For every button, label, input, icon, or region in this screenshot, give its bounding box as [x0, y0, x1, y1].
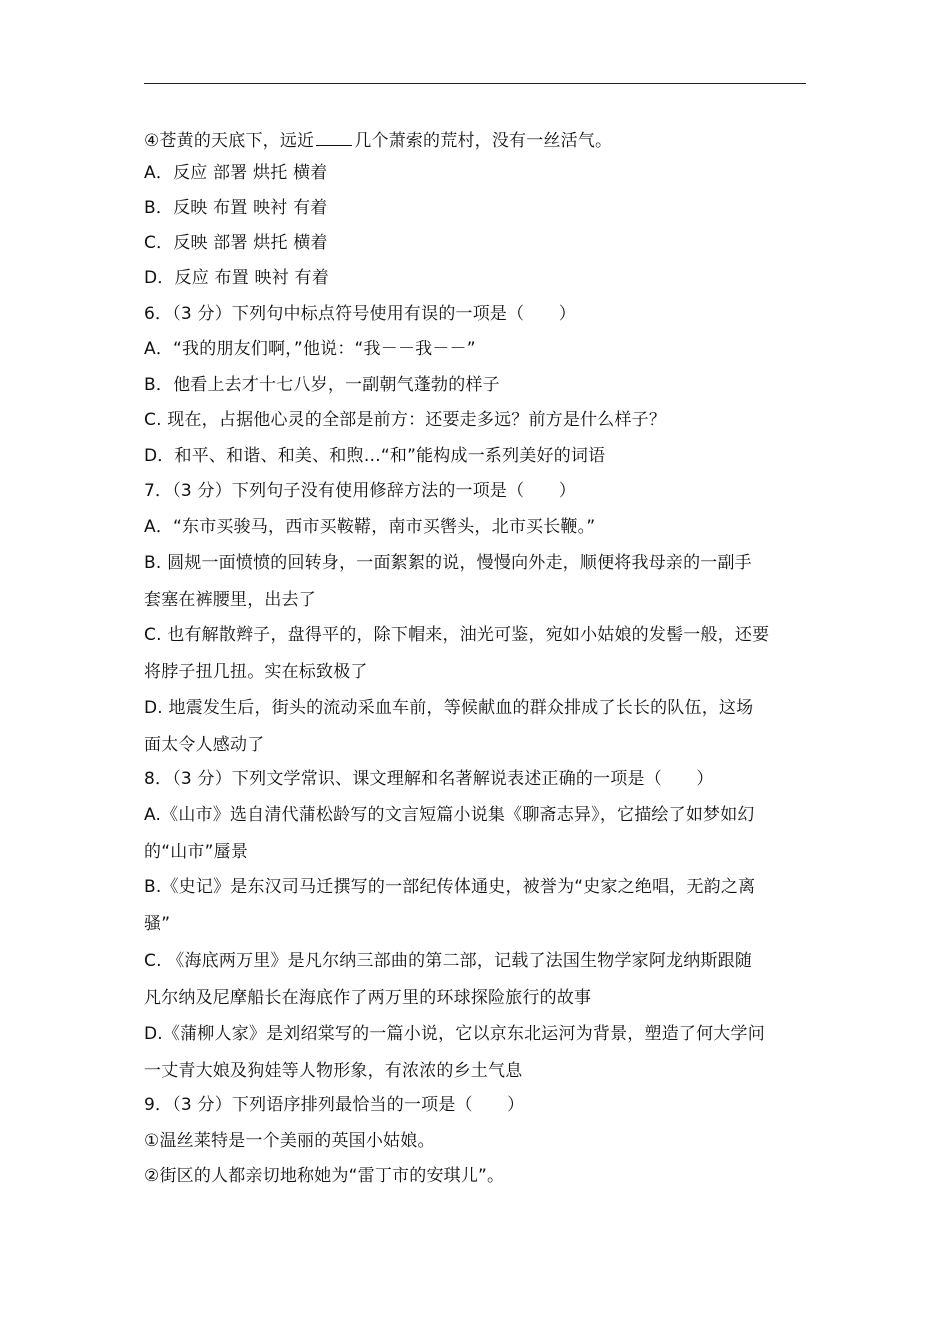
q8-line: D.《蒲柳人家》是刘绍棠写的一篇小说，它以京东北运河为背景，塑造了何大学问: [144, 1024, 765, 1044]
q6-option-d: D．和平、和谐、和美、和煦…“和”能构成一系列美好的词语: [144, 446, 606, 466]
q8-line: B.《史记》是东汉司马迁撰写的一部纪传体通史，被誉为“史家之绝唱，无韵之离: [144, 877, 756, 897]
q9-line: ②街区的人都亲切地称她为“雷丁市的安琪儿”。: [144, 1166, 505, 1186]
q7-line: 面太令人感动了: [144, 735, 265, 755]
q9-stem: 9．（3 分）下列语序排列最恰当的一项是（ ）: [144, 1095, 525, 1115]
q8-line: 凡尔纳及尼摩船长在海底作了两万里的环球探险旅行的故事: [144, 988, 592, 1008]
q8-line: 的“山市”蜃景: [144, 842, 249, 862]
q5-item-4-after: 几个萧索的荒村，没有一丝活气。: [354, 131, 613, 151]
q7-line: A．“东市买骏马，西市买鞍鞯，南市买辔头，北市买长鞭。”: [144, 517, 596, 537]
q8-line: 一丈青大娘及狗娃等人物形象，有浓浓的乡土气息: [144, 1061, 523, 1081]
q7-stem: 7．（3 分）下列句子没有使用修辞方法的一项是（ ）: [144, 481, 576, 501]
q5-option-d: D．反应 布置 映衬 有着: [144, 268, 329, 288]
q7-line: B. 圆规一面愤愤的回转身，一面絮絮的说，慢慢向外走，顺便将我母亲的一副手: [144, 553, 752, 573]
q7-line: D. 地震发生后，街头的流动采血车前，等候献血的群众排成了长长的队伍，这场: [144, 698, 754, 718]
q9-line: ①温丝莱特是一个美丽的英国小姑娘。: [144, 1131, 435, 1151]
q8-line: 骚”: [144, 914, 171, 934]
q5-item-4-before: ④苍黄的天底下，远近: [144, 131, 315, 151]
q6-option-b: B．他看上去才十七八岁，一副朝气蓬勃的样子: [144, 375, 500, 395]
q7-line: 套塞在裤腰里，出去了: [144, 590, 316, 610]
q8-stem: 8．（3 分）下列文学常识、课文理解和名著解说表述正确的一项是（ ）: [144, 769, 714, 789]
q5-item-4: [144, 128, 809, 151]
q8-line: A.《山市》选自清代蒲松龄写的文言短篇小说集《聊斋志异》，它描绘了如梦如幻: [144, 805, 755, 825]
q5-option-a: A．反应 部署 烘托 横着: [144, 163, 328, 183]
q6-option-c: C. 现在，占据他心灵的全部是前方：还要走多远？前方是什么样子？: [144, 410, 667, 430]
q5-option-c: C．反映 部署 烘托 横着: [144, 233, 328, 253]
q5-option-b: B．反映 布置 映衬 有着: [144, 198, 328, 218]
q6-option-a: A．“我的朋友们啊，”他说：“我－－我－－”: [144, 339, 476, 359]
fill-in-blank: [316, 128, 352, 146]
q6-stem: 6．（3 分）下列句中标点符号使用有误的一项是（ ）: [144, 304, 576, 324]
q7-line: 将脖子扭几扭。实在标致极了: [144, 662, 368, 682]
header-rule: [144, 83, 806, 84]
q8-line: C. 《海底两万里》是凡尔纳三部曲的第二部，记载了法国生物学家阿龙纳斯跟随: [144, 951, 753, 971]
q7-line: C. 也有解散辫子，盘得平的，除下帽来，油光可鉴，宛如小姑娘的发髻一般，还要: [144, 625, 770, 645]
